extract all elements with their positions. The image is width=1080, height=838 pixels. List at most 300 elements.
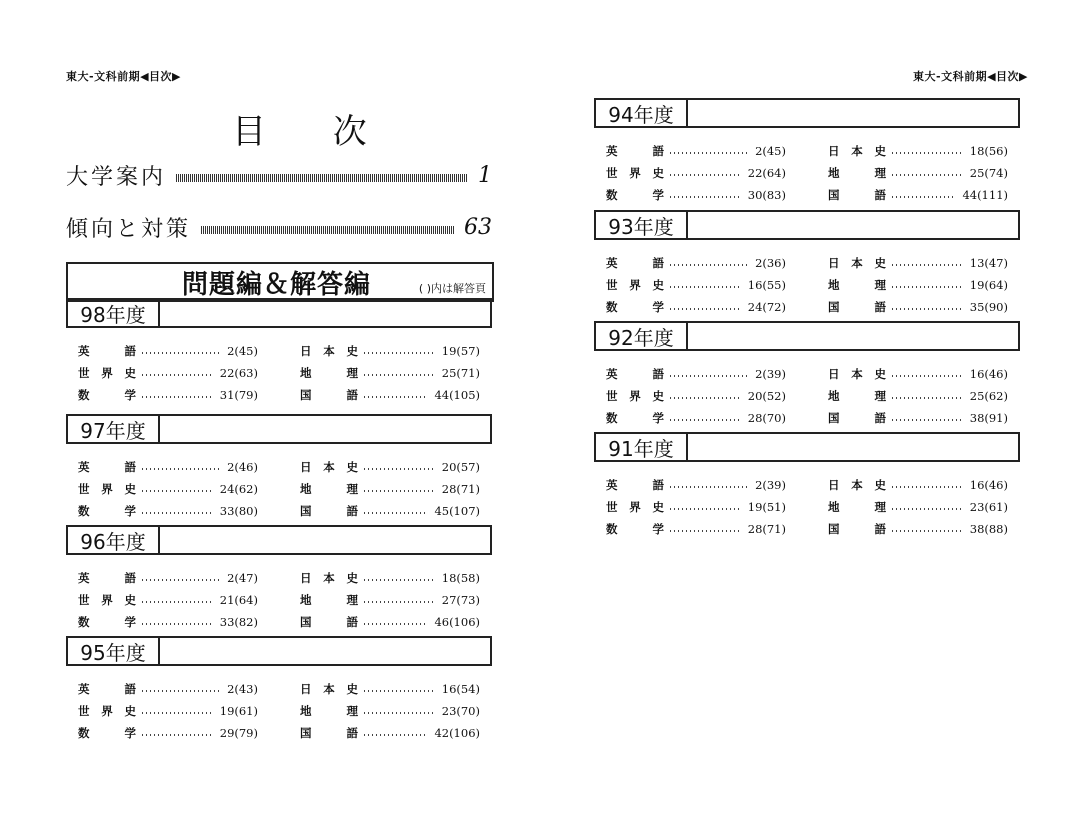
toc-subject-entry[interactable]	[828, 496, 1008, 518]
page-reference: 2(45)	[227, 344, 258, 358]
subject-char: 本	[851, 256, 863, 270]
page-reference: 35(90)	[969, 300, 1008, 314]
subject-char: 地	[828, 500, 840, 514]
page-reference: 29(79)	[219, 726, 258, 740]
leader-dots	[892, 264, 964, 266]
page-reference: 44(111)	[962, 188, 1008, 202]
subject-char: 地	[300, 366, 312, 380]
subject-char: 語	[652, 144, 664, 158]
subject-name	[828, 143, 886, 159]
subject-name	[828, 410, 886, 426]
subject-name	[606, 277, 664, 293]
page-reference: 2(46)	[227, 460, 258, 474]
subject-name	[78, 459, 136, 475]
page-reference: 2(39)	[755, 478, 786, 492]
subject-char: 日	[300, 460, 312, 474]
subject-char: 界	[629, 278, 641, 292]
page-reference: 24(72)	[747, 300, 786, 314]
subject-char: 日	[828, 256, 840, 270]
leader-dots	[364, 512, 428, 514]
subject-char: 地	[828, 278, 840, 292]
leader-dots	[201, 226, 454, 234]
subject-char: 数	[78, 388, 90, 402]
toc-subject-entry[interactable]	[606, 385, 786, 407]
subject-char: 国	[828, 522, 840, 536]
toc-subject-entry[interactable]	[300, 362, 480, 384]
page-reference: 16(55)	[747, 278, 786, 292]
page-reference: 31(79)	[219, 388, 258, 402]
leader-dots	[142, 712, 214, 714]
subject-char: 日	[828, 144, 840, 158]
leader-dots	[142, 396, 214, 398]
toc-subject-entry[interactable]	[78, 611, 258, 633]
subject-char: 理	[874, 500, 886, 514]
page-reference: 24(62)	[219, 482, 258, 496]
toc-entry-page: 1	[478, 162, 492, 188]
subject-char: 数	[606, 411, 618, 425]
subject-char: 英	[78, 344, 90, 358]
subject-char: 数	[78, 615, 90, 629]
leader-dots	[892, 174, 964, 176]
subject-char: 数	[606, 522, 618, 536]
leader-dots	[364, 490, 436, 492]
toc-subject-entry[interactable]	[828, 474, 1008, 496]
page-reference: 13(47)	[969, 256, 1008, 270]
leader-dots	[670, 397, 742, 399]
subject-char: 英	[606, 144, 618, 158]
leader-dots	[176, 174, 468, 182]
subject-char: 史	[874, 144, 886, 158]
subject-char: 地	[828, 166, 840, 180]
toc-subject-entry[interactable]	[606, 296, 786, 318]
toc-subject-entry[interactable]	[300, 340, 480, 362]
leader-dots	[142, 579, 221, 581]
subject-char: 語	[652, 478, 664, 492]
leader-dots	[892, 419, 964, 421]
subject-char: 界	[101, 704, 113, 718]
subject-char: 界	[629, 500, 641, 514]
subject-char: 地	[300, 593, 312, 607]
subject-char: 英	[78, 682, 90, 696]
leader-dots	[892, 152, 964, 154]
running-header-left: 東大-文科前期◀目次▶	[66, 70, 181, 83]
subject-char: 史	[124, 704, 136, 718]
subject-char: 史	[652, 166, 664, 180]
subject-char: 界	[629, 166, 641, 180]
subject-char: 理	[874, 278, 886, 292]
subject-char: 語	[124, 344, 136, 358]
subject-char: 本	[851, 367, 863, 381]
subject-char: 語	[124, 682, 136, 696]
leader-dots	[670, 264, 749, 266]
leader-dots	[892, 196, 956, 198]
leader-dots	[364, 623, 428, 625]
page-reference: 16(54)	[441, 682, 480, 696]
subject-char: 界	[101, 366, 113, 380]
subject-char: 世	[78, 704, 90, 718]
subject-char: 世	[78, 366, 90, 380]
subject-name	[300, 481, 358, 497]
page-reference: 2(47)	[227, 571, 258, 585]
year-header	[66, 414, 492, 444]
subject-name	[300, 570, 358, 586]
leader-dots	[670, 152, 749, 154]
subject-char: 世	[606, 389, 618, 403]
subject-char: 史	[124, 366, 136, 380]
subject-char: 学	[652, 188, 664, 202]
subject-char: 理	[346, 704, 358, 718]
leader-dots	[892, 486, 964, 488]
subject-char: 界	[629, 389, 641, 403]
toc-subject-entry[interactable]	[606, 363, 786, 385]
year-header	[594, 432, 1020, 462]
subject-char: 日	[828, 478, 840, 492]
toc-subject-entry[interactable]	[300, 700, 480, 722]
year-label: 94年度	[596, 100, 688, 126]
subject-name	[606, 410, 664, 426]
year-header	[66, 636, 492, 666]
subject-name	[828, 187, 886, 203]
subject-char: 地	[828, 389, 840, 403]
subject-char: 英	[606, 367, 618, 381]
leader-dots	[892, 530, 964, 532]
year-label: 95年度	[68, 638, 160, 664]
subject-name	[828, 299, 886, 315]
subject-char: 日	[828, 367, 840, 381]
subject-name	[78, 570, 136, 586]
page-reference: 33(80)	[219, 504, 258, 518]
subject-char: 語	[874, 411, 886, 425]
subject-char: 数	[78, 726, 90, 740]
leader-dots	[670, 286, 742, 288]
subject-char: 史	[346, 682, 358, 696]
leader-dots	[142, 734, 214, 736]
subject-char: 日	[300, 344, 312, 358]
subject-name	[300, 592, 358, 608]
leader-dots	[364, 396, 428, 398]
banner-title: 問題編＆解答編	[182, 270, 372, 300]
toc-subject-entry[interactable]	[300, 500, 480, 522]
toc-subject-entry[interactable]	[78, 500, 258, 522]
page-reference: 22(63)	[219, 366, 258, 380]
toc-subject-entry[interactable]	[828, 184, 1008, 206]
leader-dots	[670, 196, 742, 198]
subject-name	[78, 592, 136, 608]
subject-char: 世	[606, 278, 618, 292]
leader-dots	[364, 352, 436, 354]
leader-dots	[670, 530, 742, 532]
toc-subject-entry[interactable]	[828, 274, 1008, 296]
running-header-right: 東大-文科前期◀目次▶	[913, 70, 1028, 83]
toc-entry-label: 大学案内	[66, 164, 167, 190]
toc-subject-entry[interactable]	[78, 678, 258, 700]
subject-char: 理	[874, 166, 886, 180]
year-label: 96年度	[68, 527, 160, 553]
toc-entry-university-guide[interactable]	[66, 158, 492, 192]
leader-dots	[364, 690, 436, 692]
subject-name	[606, 366, 664, 382]
toc-subject-entry[interactable]	[78, 362, 258, 384]
year-label: 93年度	[596, 212, 688, 238]
toc-subject-entry[interactable]	[300, 678, 480, 700]
toc-subject-entry[interactable]	[606, 140, 786, 162]
subject-char: 地	[300, 482, 312, 496]
subject-char: 史	[652, 389, 664, 403]
page-reference: 33(82)	[219, 615, 258, 629]
subject-char: 学	[652, 411, 664, 425]
toc-subject-entry[interactable]	[300, 589, 480, 611]
leader-dots	[670, 419, 742, 421]
subject-name	[828, 165, 886, 181]
toc-subject-entry[interactable]	[300, 567, 480, 589]
toc-subject-entry[interactable]	[828, 296, 1008, 318]
toc-subject-entry[interactable]	[78, 456, 258, 478]
leader-dots	[892, 286, 964, 288]
page-reference: 2(43)	[227, 682, 258, 696]
subject-char: 数	[606, 188, 618, 202]
leader-dots	[670, 174, 742, 176]
leader-dots	[142, 468, 221, 470]
page-reference: 46(106)	[434, 615, 480, 629]
toc-subject-entry[interactable]	[828, 385, 1008, 407]
subject-name	[606, 388, 664, 404]
leader-dots	[670, 486, 749, 488]
subject-char: 世	[78, 482, 90, 496]
subject-char: 語	[124, 460, 136, 474]
subject-name	[300, 681, 358, 697]
toc-subject-entry[interactable]	[78, 722, 258, 744]
toc-subject-entry[interactable]	[828, 140, 1008, 162]
page-reference: 2(45)	[755, 144, 786, 158]
toc-subject-entry[interactable]	[828, 518, 1008, 540]
subject-name	[828, 388, 886, 404]
page-reference: 45(107)	[434, 504, 480, 518]
page-reference: 20(52)	[747, 389, 786, 403]
year-header	[594, 321, 1020, 351]
page-reference: 25(74)	[969, 166, 1008, 180]
leader-dots	[364, 734, 428, 736]
subject-name	[78, 481, 136, 497]
subject-char: 史	[346, 571, 358, 585]
subject-name	[300, 614, 358, 630]
toc-subject-entry[interactable]	[828, 407, 1008, 429]
toc-subject-entry[interactable]	[78, 567, 258, 589]
toc-subject-entry[interactable]	[78, 340, 258, 362]
subject-name	[828, 499, 886, 515]
toc-subject-entry[interactable]	[606, 184, 786, 206]
subject-char: 学	[124, 726, 136, 740]
toc-entry-trends-strategy[interactable]	[66, 210, 492, 244]
page-reference: 2(36)	[755, 256, 786, 270]
toc-subject-entry[interactable]	[78, 589, 258, 611]
page-reference: 38(88)	[969, 522, 1008, 536]
subject-char: 史	[124, 593, 136, 607]
page-reference: 16(46)	[969, 478, 1008, 492]
page-reference: 42(106)	[434, 726, 480, 740]
subject-char: 世	[606, 166, 618, 180]
leader-dots	[142, 512, 214, 514]
page-reference: 28(71)	[441, 482, 480, 496]
subject-name	[300, 459, 358, 475]
subject-name	[78, 614, 136, 630]
page-reference: 19(64)	[969, 278, 1008, 292]
toc-subject-entry[interactable]	[78, 384, 258, 406]
leader-dots	[670, 375, 749, 377]
subject-char: 理	[346, 482, 358, 496]
subject-char: 国	[828, 300, 840, 314]
subject-char: 学	[124, 504, 136, 518]
page-reference: 44(105)	[434, 388, 480, 402]
subject-char: 学	[124, 615, 136, 629]
subject-char: 史	[874, 478, 886, 492]
leader-dots	[892, 397, 964, 399]
leader-dots	[892, 308, 964, 310]
toc-entry-page: 63	[464, 214, 492, 240]
subject-name	[606, 187, 664, 203]
subject-name	[606, 477, 664, 493]
subject-char: 語	[346, 615, 358, 629]
subject-name	[300, 343, 358, 359]
subject-char: 史	[874, 256, 886, 270]
page-reference: 25(62)	[969, 389, 1008, 403]
subject-char: 国	[300, 388, 312, 402]
subject-name	[828, 255, 886, 271]
leader-dots	[670, 508, 742, 510]
subject-name	[78, 503, 136, 519]
toc-subject-entry[interactable]	[606, 407, 786, 429]
subject-name	[78, 387, 136, 403]
subject-char: 史	[124, 482, 136, 496]
page-reference: 38(91)	[969, 411, 1008, 425]
page-reference: 18(58)	[441, 571, 480, 585]
year-label: 97年度	[68, 416, 160, 442]
toc-subject-entry[interactable]	[828, 252, 1008, 274]
subject-name	[606, 499, 664, 515]
page-reference: 28(70)	[747, 411, 786, 425]
toc-subject-entry[interactable]	[606, 274, 786, 296]
toc-subject-entry[interactable]	[300, 722, 480, 744]
subject-char: 世	[78, 593, 90, 607]
year-header	[66, 525, 492, 555]
subject-char: 語	[346, 504, 358, 518]
subject-char: 史	[346, 344, 358, 358]
page-reference: 18(56)	[969, 144, 1008, 158]
page-reference: 20(57)	[441, 460, 480, 474]
toc-entry-label: 傾向と対策	[66, 216, 192, 242]
subject-name	[606, 521, 664, 537]
subject-name	[300, 703, 358, 719]
subject-name	[828, 366, 886, 382]
toc-subject-entry[interactable]	[78, 478, 258, 500]
subject-char: 語	[874, 522, 886, 536]
subject-name	[300, 725, 358, 741]
leader-dots	[142, 374, 214, 376]
toc-subject-entry[interactable]	[606, 474, 786, 496]
year-label: 92年度	[596, 323, 688, 349]
subject-char: 本	[323, 571, 335, 585]
toc-subject-entry[interactable]	[606, 496, 786, 518]
subject-char: 国	[828, 411, 840, 425]
leader-dots	[142, 352, 221, 354]
toc-subject-entry[interactable]	[300, 384, 480, 406]
subject-char: 英	[78, 460, 90, 474]
subject-char: 語	[346, 388, 358, 402]
leader-dots	[892, 375, 964, 377]
year-header	[594, 210, 1020, 240]
page-reference: 25(71)	[441, 366, 480, 380]
leader-dots	[892, 508, 964, 510]
page-reference: 19(61)	[219, 704, 258, 718]
subject-char: 本	[851, 144, 863, 158]
subject-char: 理	[346, 366, 358, 380]
subject-name	[78, 681, 136, 697]
subject-char: 理	[346, 593, 358, 607]
subject-name	[300, 387, 358, 403]
page-reference: 23(61)	[969, 500, 1008, 514]
subject-char: 国	[300, 726, 312, 740]
toc-subject-entry[interactable]	[828, 363, 1008, 385]
subject-char: 理	[874, 389, 886, 403]
page-reference: 28(71)	[747, 522, 786, 536]
subject-name	[78, 725, 136, 741]
subject-char: 本	[851, 478, 863, 492]
subject-char: 界	[101, 482, 113, 496]
toc-subject-entry[interactable]	[606, 162, 786, 184]
leader-dots	[364, 374, 436, 376]
subject-char: 史	[346, 460, 358, 474]
toc-subject-entry[interactable]	[300, 456, 480, 478]
subject-char: 学	[124, 388, 136, 402]
subject-char: 語	[652, 367, 664, 381]
page-reference: 21(64)	[219, 593, 258, 607]
leader-dots	[670, 308, 742, 310]
year-label: 98年度	[68, 300, 160, 326]
page-reference: 30(83)	[747, 188, 786, 202]
subject-name	[828, 277, 886, 293]
subject-char: 地	[300, 704, 312, 718]
leader-dots	[142, 623, 214, 625]
subject-char: 英	[606, 256, 618, 270]
subject-name	[78, 343, 136, 359]
toc-subject-entry[interactable]	[300, 478, 480, 500]
toc-subject-entry[interactable]	[300, 611, 480, 633]
toc-subject-entry[interactable]	[828, 162, 1008, 184]
subject-name	[828, 521, 886, 537]
subject-name	[78, 365, 136, 381]
subject-char: 語	[652, 256, 664, 270]
toc-subject-entry[interactable]	[78, 700, 258, 722]
page-reference: 16(46)	[969, 367, 1008, 381]
toc-subject-entry[interactable]	[606, 518, 786, 540]
subject-char: 語	[874, 300, 886, 314]
page-reference: 22(64)	[747, 166, 786, 180]
subject-char: 世	[606, 500, 618, 514]
subject-name	[828, 477, 886, 493]
toc-subject-entry[interactable]	[606, 252, 786, 274]
leader-dots	[364, 712, 436, 714]
subject-char: 国	[828, 188, 840, 202]
page-reference: 2(39)	[755, 367, 786, 381]
subject-char: 界	[101, 593, 113, 607]
leader-dots	[142, 601, 214, 603]
year-header	[66, 298, 492, 328]
subject-name	[300, 503, 358, 519]
leader-dots	[364, 579, 436, 581]
subject-char: 語	[124, 571, 136, 585]
subject-char: 日	[300, 571, 312, 585]
subject-char: 史	[652, 500, 664, 514]
year-header	[594, 98, 1020, 128]
